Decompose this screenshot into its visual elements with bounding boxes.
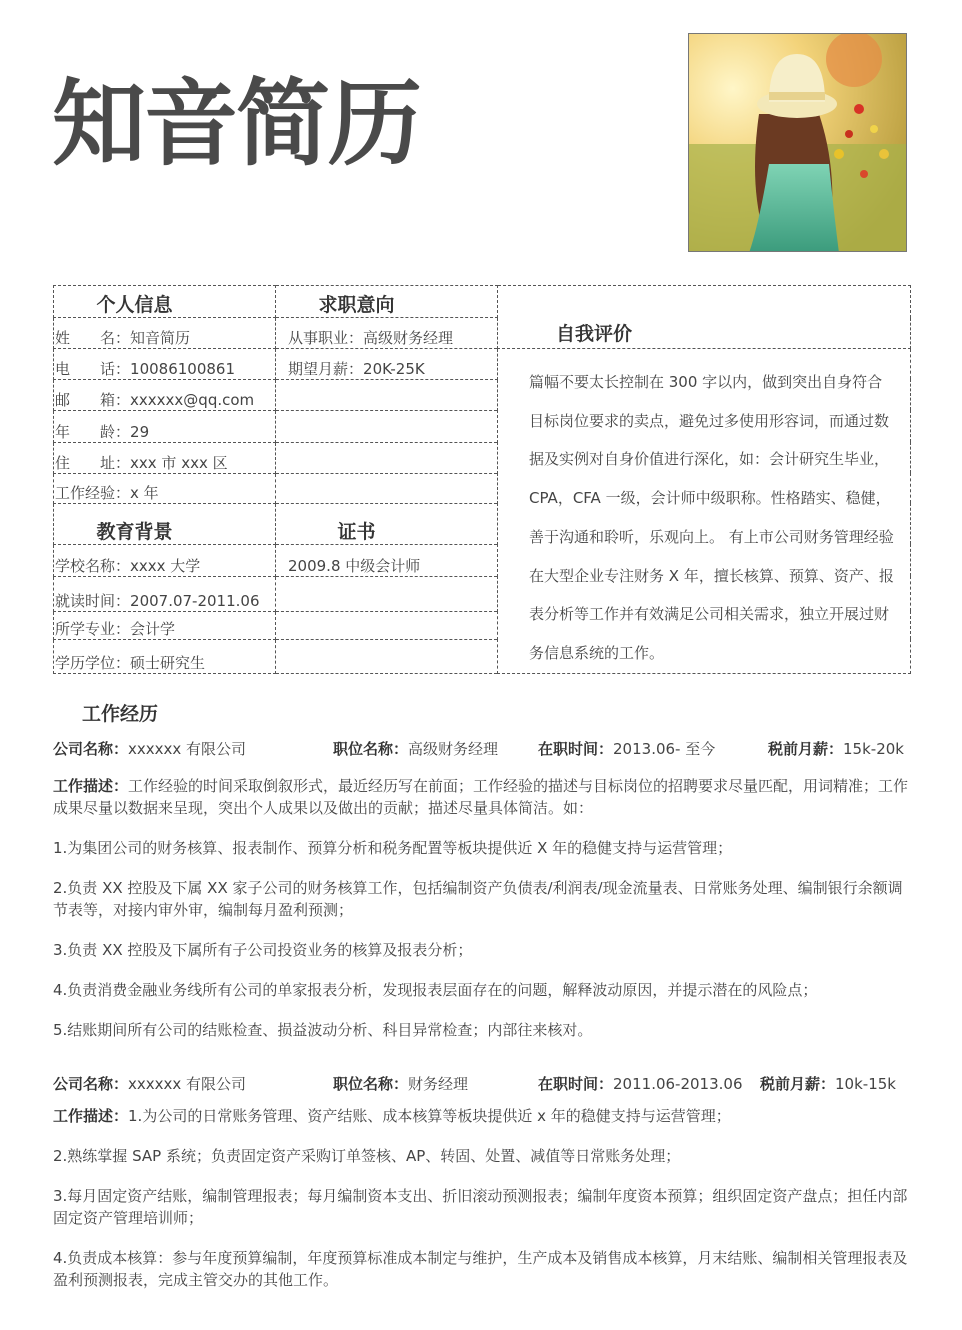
job-position: 高级财务经理	[408, 740, 499, 758]
job-item: 1.为集团公司的财务核算、报表制作、预算分析和税务配置等板块提供近 X 年的稳健支持与运营管理；	[53, 839, 733, 857]
job-period: 2013.06- 至今	[613, 740, 716, 758]
job-item: 4.负责消费金融业务线所有公司的单家报表分析，发现报表层面存在的问题，解释波动原因，并提示潜在的风险点；	[53, 981, 818, 999]
work-heading: 工作经历	[82, 703, 159, 725]
certificate-item: 2009.8 中级会计师	[276, 544, 498, 576]
intent-row: 从事职业：高级财务经理	[276, 318, 498, 349]
job-company: xxxxxx 有限公司	[128, 740, 247, 758]
personal-row: 年 龄：29	[54, 410, 276, 442]
job-summary-row: 公司名称：xxxxxx 有限公司 职位名称：财务经理 在职时间：2011.06-2013.06 税前月薪：10k-15k	[53, 1075, 896, 1093]
job-item: 3.每月固定资产结账，编制管理报表；每月编制资本支出、折旧滚动预测报表；编制年度资本预算；组织固定资产盘点；担任内部固定资产管理培训师；	[53, 1187, 908, 1227]
personal-row: 姓 名：知音简历	[54, 318, 276, 349]
job-salary: 10k-15k	[835, 1075, 896, 1093]
job-entry	[53, 1073, 913, 1291]
education-row: 就读时间：2007.07-2011.06	[54, 576, 276, 611]
profile-photo	[688, 33, 907, 252]
job-salary: 15k-20k	[843, 740, 904, 758]
education-row: 学历学位：硕士研究生	[54, 639, 276, 673]
girl-in-flower-field-photo-icon	[689, 34, 907, 252]
intent-row-empty	[276, 473, 498, 503]
personal-heading: 个人信息	[54, 286, 276, 318]
intent-row-empty	[276, 379, 498, 410]
certificate-row-empty	[276, 639, 498, 673]
certificate-row-empty	[276, 576, 498, 611]
job-item: 3.负责 XX 控股及下属所有子公司投资业务的核算及报表分析；	[53, 941, 473, 959]
education-row: 学校名称：xxxx 大学	[54, 544, 276, 576]
job-item: 2.负责 XX 控股及下属 XX 家子公司的财务核算工作，包括编制资产负债表/利润表/现金流量表、日常账务处理、编制银行余额调节表等，对接内审外审，编制每月盈利预测；	[53, 879, 903, 919]
job-period: 2011.06-2013.06	[613, 1075, 743, 1093]
job-item: 4.负责成本核算：参与年度预算编制，年度预算标准成本制定与维护，生产成本及销售成本核算，月末结账、编制相关管理报表及盈利预测报表，完成主管交办的其他工作。	[53, 1249, 908, 1289]
job-item: 5.结账期间所有公司的结账检查、损益波动分析、科目异常检查；内部往来核对。	[53, 1021, 593, 1039]
certificate-row-empty	[276, 611, 498, 639]
personal-row: 电 话：10086100861	[54, 349, 276, 380]
job-summary-row: 公司名称：xxxxxx 有限公司 职位名称：高级财务经理 在职时间：2013.06- 至今 税前月薪：15k-20k	[53, 740, 904, 758]
job-description: 工作描述：1.为公司的日常账务管理、资产结账、成本核算等板块提供近 x 年的稳健支持与运营管理；	[53, 1107, 731, 1125]
job-company: xxxxxx 有限公司	[128, 1075, 247, 1093]
job-item: 2.熟练掌握 SAP 系统；负责固定资产采购订单签核、AP、转固、处置、减值等日常账务处理；	[53, 1147, 681, 1165]
self-eval-text: 篇幅不要太长控制在 300 字以内，做到突出自身符合目标岗位要求的卖点，避免过多使用形容词，而通过数据及实例对自身价值进行深化，如：会计研究生毕业，CPA，CFA 一级，会计师中级职称。性格踏实、稳健，善于沟通和聆听，乐观向上。 有上市公司财务管理经验 在大型企业专注财务 X 年，擅长核算、预算、资产、报表分析等工作并有效满足公司相关需求，独立开展过财务信息系统的工作。	[498, 349, 911, 674]
info-table	[53, 285, 911, 674]
job-position: 财务经理	[408, 1075, 469, 1093]
resume-title: 知音简历	[52, 70, 421, 179]
intent-row-empty	[276, 442, 498, 473]
self-eval-heading: 自我评价	[498, 286, 911, 349]
job-description: 工作描述：工作经验的时间采取倒叙形式，最近经历写在前面；工作经验的描述与目标岗位的招聘要求尽量匹配，用词精准；工作成果尽量以数据来呈现，突出个人成果以及做出的贡献；描述尽量具体简洁。如：	[53, 777, 909, 817]
intent-row: 期望月薪：20K-25K	[276, 349, 498, 380]
personal-row: 工作经验：x 年	[54, 473, 276, 503]
education-heading: 教育背景	[54, 503, 276, 544]
intent-heading: 求职意向	[276, 286, 498, 318]
personal-row: 邮 箱：xxxxxx@qq.com	[54, 379, 276, 410]
education-row: 所学专业：会计学	[54, 611, 276, 639]
intent-row-empty	[276, 410, 498, 442]
certificate-heading: 证书	[276, 503, 498, 544]
personal-row: 住 址：xxx 市 xxx 区	[54, 442, 276, 473]
job-entry	[53, 738, 913, 1041]
